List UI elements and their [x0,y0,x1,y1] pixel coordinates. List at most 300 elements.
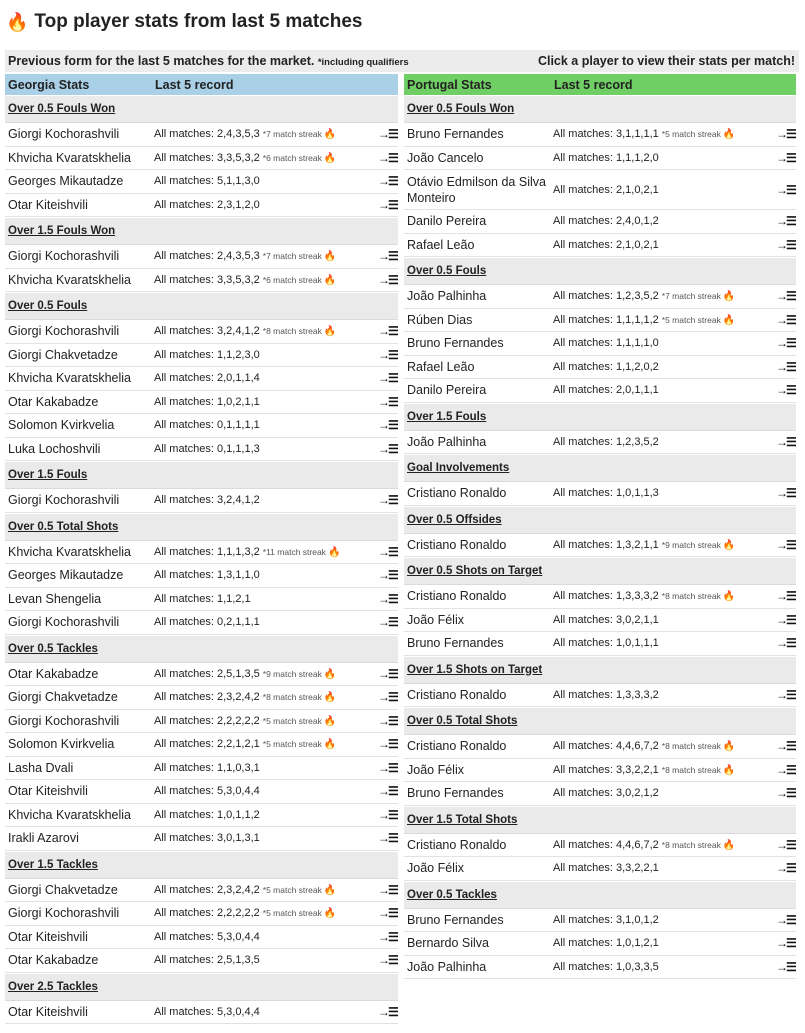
streak-text: *5 match streak [262,884,322,895]
expand-arrow-icon[interactable]: →☰ [776,687,795,702]
player-row[interactable] [5,344,398,368]
record-cell [553,764,776,776]
player-row[interactable] [5,879,398,903]
record-text: All matches: 2,5,1,3,5 [154,667,260,680]
player-name: Georges Mikautadze [8,568,124,583]
expand-arrow-icon[interactable]: →☰ [776,359,795,374]
record-cell [154,738,378,750]
player-name: Giorgi Chakvetadze [8,347,118,362]
record-text: All matches: 5,3,0,4,4 [154,785,260,798]
expand-arrow-icon[interactable]: →☰ [378,324,397,339]
player-row[interactable] [404,170,796,210]
player-name: Cristiano Ronaldo [407,739,507,754]
player-name: Rafael Leão [407,359,475,374]
player-row[interactable] [5,564,398,588]
player-row[interactable] [404,123,796,147]
player-row[interactable] [404,857,796,881]
record-cell [553,128,776,140]
expand-arrow-icon[interactable]: →☰ [378,666,397,681]
player-name: Giorgi Chakvetadze [8,690,118,705]
player-name: João Palhinha [407,959,487,974]
player-row[interactable] [404,332,796,356]
section-title: Over 0.5 Tackles [407,888,497,901]
player-row[interactable] [404,834,796,858]
player-row[interactable] [5,710,398,734]
record-cell [553,637,776,649]
record-cell [154,325,378,337]
record-cell [553,839,776,851]
subtitle-note: *including qualifiers [317,57,409,68]
player-row[interactable] [404,956,796,980]
record-text: All matches: 2,2,2,2,2 [154,714,260,727]
record-text: All matches: 1,0,1,1,1 [553,637,659,650]
expand-arrow-icon[interactable]: →☰ [378,906,397,921]
player-name: Rúben Dias [407,312,473,327]
section-header [5,96,398,123]
record-cell [154,199,378,211]
expand-arrow-icon[interactable]: →☰ [378,174,397,189]
record-cell [553,740,776,752]
record-cell [553,614,776,626]
player-name: Khvicha Kvaratskhelia [8,544,131,559]
streak-text: *9 match streak [661,539,721,550]
record-cell [553,787,776,799]
fire-icon: 🔥 [6,11,29,32]
record-cell [154,372,378,384]
expand-arrow-icon[interactable]: →☰ [378,953,397,968]
expand-arrow-icon[interactable]: →☰ [776,636,795,651]
section-header [404,258,796,285]
record-text: All matches: 2,4,0,1,2 [553,215,659,228]
expand-arrow-icon[interactable]: →☰ [776,214,795,229]
streak-text: *8 match streak [262,692,322,703]
expand-arrow-icon[interactable]: →☰ [776,486,795,501]
record-text: All matches: 3,3,5,3,2 [154,151,260,164]
record-cell [553,314,776,326]
streak-text: *5 match streak [262,715,322,726]
expand-arrow-icon[interactable]: →☰ [776,150,795,165]
expand-arrow-icon[interactable]: →☰ [378,690,397,705]
player-name: Cristiano Ronaldo [407,537,507,552]
player-name: Otar Kiteishvili [8,1004,88,1019]
expand-arrow-icon[interactable]: →☰ [378,394,397,409]
expand-arrow-icon[interactable]: →☰ [378,441,397,456]
record-text: All matches: 2,5,1,3,5 [154,954,260,967]
record-text: All matches: 1,1,2,3,0 [154,348,260,361]
section-title: Over 1.5 Fouls [407,410,487,423]
section-header [404,455,796,482]
player-row[interactable] [5,611,398,635]
fire-icon: 🔥 [722,764,736,776]
section-title: Over 0.5 Fouls Won [8,103,116,115]
section-header [5,462,398,489]
player-name: Giorgi Kochorashvili [8,324,120,339]
record-text: All matches: 1,1,1,2,0 [553,151,659,164]
player-name: Otar Kakabadze [8,953,99,968]
record-text: All matches: 2,2,2,2,2 [154,907,260,920]
player-name: Cristiano Ronaldo [407,589,507,604]
record-cell [154,691,378,703]
record-text: All matches: 2,4,3,5,3 [154,128,260,141]
player-row[interactable] [5,1001,398,1025]
record-text: All matches: 1,0,1,1,2 [154,808,260,821]
player-row[interactable] [404,735,796,759]
player-name: Giorgi Kochorashvili [8,127,120,142]
page-title [6,10,362,34]
player-row[interactable] [5,902,398,926]
player-row[interactable] [404,234,796,258]
fire-icon: 🔥 [323,129,337,141]
section-header [5,636,398,663]
section-header [5,514,398,541]
expand-arrow-icon[interactable]: →☰ [378,831,397,846]
record-cell [553,152,776,164]
player-row[interactable] [5,123,398,147]
section-header [404,558,796,585]
expand-arrow-icon[interactable]: →☰ [378,784,397,799]
fire-icon: 🔥 [323,715,337,727]
record-text: All matches: 3,1,1,1,1 [553,128,659,141]
player-row[interactable] [404,431,796,455]
player-row[interactable] [5,391,398,415]
player-row[interactable] [5,827,398,851]
record-cell [154,931,378,943]
subtitle-text: Previous form for the last 5 matches for the market. [8,54,315,68]
player-row[interactable] [404,285,796,309]
expand-arrow-icon[interactable]: →☰ [378,591,397,606]
streak-text: *5 match streak [262,908,322,919]
record-text: All matches: 3,2,4,1,2 [154,494,260,507]
expand-arrow-icon[interactable]: →☰ [776,127,795,142]
section-title: Over 1.5 Tackles [8,858,98,871]
player-row[interactable] [5,926,398,950]
section-header [404,96,796,123]
expand-arrow-icon[interactable]: →☰ [776,289,795,304]
player-row[interactable] [5,780,398,804]
expand-arrow-icon[interactable]: →☰ [776,959,795,974]
record-cell [154,715,378,727]
expand-arrow-icon[interactable]: →☰ [776,237,795,252]
fire-icon: 🔥 [323,692,337,704]
player-row[interactable] [404,309,796,333]
expand-arrow-icon[interactable]: →☰ [378,127,397,142]
player-row[interactable] [5,686,398,710]
player-name: Solomon Kvirkvelia [8,737,115,752]
player-name: João Félix [407,861,464,876]
section-header [404,404,796,431]
section-header [404,882,796,909]
player-row[interactable] [404,147,796,171]
player-row[interactable] [404,932,796,956]
expand-arrow-icon[interactable]: →☰ [378,249,397,264]
fire-icon: 🔥 [323,274,337,286]
streak-text: *5 match streak [262,739,322,750]
player-row[interactable] [5,949,398,973]
expand-arrow-icon[interactable]: →☰ [378,929,397,944]
player-row[interactable] [404,782,796,806]
record-cell [154,907,378,919]
record-cell [154,546,378,558]
streak-text: *7 match streak [661,291,721,302]
expand-arrow-icon[interactable]: →☰ [776,837,795,852]
record-cell [154,832,378,844]
fire-icon: 🔥 [323,152,337,164]
player-name: Giorgi Chakvetadze [8,882,118,897]
player-name: Cristiano Ronaldo [407,687,507,702]
player-row[interactable] [404,684,796,708]
player-name: Otar Kiteishvili [8,197,88,212]
portugal-record-label: Last 5 record [554,77,633,92]
player-name: Luka Lochoshvili [8,441,101,456]
record-text: All matches: 5,3,0,4,4 [154,930,260,943]
player-name: Otar Kakabadze [8,666,99,681]
record-cell [553,539,776,551]
player-row[interactable] [5,804,398,828]
player-row[interactable] [404,759,796,783]
record-text: All matches: 2,1,0,2,1 [553,183,659,196]
player-row[interactable] [5,663,398,687]
section-title: Over 1.5 Fouls Won [8,225,116,237]
expand-arrow-icon[interactable]: →☰ [776,434,795,449]
expand-arrow-icon[interactable]: →☰ [776,589,795,604]
fire-icon: 🔥 [722,129,736,141]
player-name: Rafael Leão [407,237,475,252]
player-name: Giorgi Kochorashvili [8,713,120,728]
player-name: Lasha Dvali [8,760,74,775]
expand-arrow-icon[interactable]: →☰ [776,739,795,754]
player-name: Bernardo Silva [407,936,489,951]
expand-arrow-icon[interactable]: →☰ [378,882,397,897]
record-cell [553,384,776,396]
record-cell [553,961,776,973]
section-title: Over 1.5 Fouls [8,469,88,481]
expand-arrow-icon[interactable]: →☰ [378,493,397,508]
player-name: Khvicha Kvaratskhelia [8,150,131,165]
record-cell [154,250,378,262]
fire-icon: 🔥 [323,739,337,751]
record-cell [553,590,776,602]
player-name: Cristiano Ronaldo [407,837,507,852]
record-text: All matches: 3,3,5,3,2 [154,273,260,286]
expand-arrow-icon[interactable]: →☰ [776,336,795,351]
subtitle [8,54,409,68]
expand-arrow-icon[interactable]: →☰ [776,312,795,327]
player-row[interactable] [5,170,398,194]
record-text: All matches: 1,0,1,1,3 [553,487,659,500]
player-row[interactable] [404,909,796,933]
expand-arrow-icon[interactable]: →☰ [378,272,397,287]
player-row[interactable] [404,482,796,506]
player-row[interactable] [404,379,796,403]
expand-arrow-icon[interactable]: →☰ [776,786,795,801]
expand-arrow-icon[interactable]: →☰ [378,1004,397,1019]
player-row[interactable] [5,367,398,391]
expand-arrow-icon[interactable]: →☰ [378,737,397,752]
player-row[interactable] [5,438,398,462]
player-name: Irakli Azarovi [8,831,79,846]
record-text: All matches: 2,3,1,2,0 [154,198,260,211]
player-row[interactable] [404,609,796,633]
fire-icon: 🔥 [323,908,337,920]
record-text: All matches: 1,1,1,1,2 [553,313,659,326]
record-text: All matches: 0,1,1,1,3 [154,442,260,455]
section-title: Over 0.5 Total Shots [8,520,119,533]
player-row[interactable] [5,245,398,269]
expand-arrow-icon[interactable]: →☰ [378,197,397,212]
player-row[interactable] [5,320,398,344]
record-text: All matches: 2,2,1,2,1 [154,738,260,751]
expand-arrow-icon[interactable]: →☰ [776,762,795,777]
expand-arrow-icon[interactable]: →☰ [776,912,795,927]
record-text: All matches: 1,3,3,3,2 [553,590,659,603]
record-text: All matches: 3,0,2,1,2 [553,787,659,800]
record-cell [154,152,378,164]
record-text: All matches: 5,1,1,3,0 [154,175,260,188]
player-row[interactable] [5,489,398,513]
fire-icon: 🔥 [323,326,337,338]
record-cell [553,239,776,251]
fire-icon: 🔥 [722,539,736,551]
record-text: All matches: 2,1,0,2,1 [553,238,659,251]
player-row[interactable] [404,210,796,234]
record-text: All matches: 1,3,1,1,0 [154,569,260,582]
expand-arrow-icon[interactable]: →☰ [378,615,397,630]
record-cell [154,419,378,431]
record-cell [553,937,776,949]
record-cell [553,487,776,499]
fire-icon: 🔥 [323,668,337,680]
expand-arrow-icon[interactable]: →☰ [776,936,795,951]
player-name: Bruno Fernandes [407,912,504,927]
fire-icon: 🔥 [327,546,341,558]
section-title: Over 1.5 Shots on Target [407,663,543,676]
record-cell [154,128,378,140]
record-text: All matches: 0,1,1,1,1 [154,419,260,432]
streak-text: *8 match streak [661,591,721,602]
player-name: Danilo Pereira [407,214,487,229]
section-title: Over 1.5 Total Shots [407,813,518,826]
expand-arrow-icon[interactable]: →☰ [378,713,397,728]
player-name: Danilo Pereira [407,383,487,398]
player-name: Giorgi Kochorashvili [8,493,120,508]
section-header [404,507,796,534]
streak-text: *7 match streak [262,251,322,262]
record-text: All matches: 3,0,2,1,1 [553,613,659,626]
record-cell [154,884,378,896]
player-row[interactable] [404,356,796,380]
expand-arrow-icon[interactable]: →☰ [378,150,397,165]
section-title: Over 0.5 Shots on Target [407,565,543,577]
player-row[interactable] [404,632,796,656]
player-row[interactable] [5,414,398,438]
streak-text: *6 match streak [262,152,322,163]
record-text: All matches: 1,0,1,2,1 [553,937,659,950]
record-text: All matches: 1,3,2,1,1 [553,538,659,551]
streak-text: *8 match streak [661,839,721,850]
record-cell [154,1006,378,1018]
georgia-team-label: Georgia Stats [8,77,90,92]
record-cell [154,668,378,680]
player-name: Otar Kiteishvili [8,784,88,799]
record-text: All matches: 1,0,3,3,5 [553,960,659,973]
record-text: All matches: 2,3,2,4,2 [154,883,260,896]
record-text: All matches: 1,3,3,3,2 [553,688,659,701]
record-text: All matches: 2,0,1,1,4 [154,372,260,385]
record-cell [154,616,378,628]
streak-text: *7 match streak [262,129,322,140]
streak-text: *5 match streak [661,314,721,325]
player-name: Khvicha Kvaratskhelia [8,807,131,822]
fire-icon: 🔥 [722,314,736,326]
player-row[interactable] [404,534,796,558]
streak-text: *8 match streak [262,326,322,337]
record-text: All matches: 1,2,3,5,2 [553,435,659,448]
expand-arrow-icon[interactable]: →☰ [776,861,795,876]
record-text: All matches: 1,0,2,1,1 [154,395,260,408]
expand-arrow-icon[interactable]: →☰ [776,612,795,627]
record-cell [553,184,776,196]
expand-arrow-icon[interactable]: →☰ [378,544,397,559]
record-cell [154,274,378,286]
fire-icon: 🔥 [722,741,736,753]
player-row[interactable] [5,269,398,293]
record-text: All matches: 1,1,0,3,1 [154,761,260,774]
record-cell [154,954,378,966]
section-header [404,657,796,684]
subtitle-bar [5,50,799,72]
expand-arrow-icon[interactable]: →☰ [378,418,397,433]
player-name: Bruno Fernandes [407,336,504,351]
section-title: Over 0.5 Fouls [8,300,88,312]
record-cell [154,569,378,581]
player-row[interactable] [5,147,398,171]
record-text: All matches: 3,3,2,2,1 [553,862,659,875]
player-row[interactable] [5,588,398,612]
player-name: Bruno Fernandes [407,127,504,142]
player-name: Bruno Fernandes [407,786,504,801]
player-row[interactable] [5,541,398,565]
section-title: Over 0.5 Fouls [407,265,487,277]
portugal-column-header [404,74,796,95]
georgia-record-label: Last 5 record [155,77,234,92]
record-cell [553,215,776,227]
portugal-sections [404,96,796,979]
section-header [404,708,796,735]
player-row[interactable] [404,585,796,609]
expand-arrow-icon[interactable]: →☰ [378,568,397,583]
expand-arrow-icon[interactable]: →☰ [776,182,795,197]
expand-arrow-icon[interactable]: →☰ [378,760,397,775]
record-text: All matches: 1,1,2,0,2 [553,360,659,373]
expand-arrow-icon[interactable]: →☰ [378,807,397,822]
player-row[interactable] [5,194,398,218]
record-cell [154,809,378,821]
player-row[interactable] [5,733,398,757]
record-text: All matches: 3,1,0,1,2 [553,913,659,926]
expand-arrow-icon[interactable]: →☰ [776,537,795,552]
record-text: All matches: 2,3,2,4,2 [154,691,260,704]
expand-arrow-icon[interactable]: →☰ [776,383,795,398]
expand-arrow-icon[interactable]: →☰ [378,371,397,386]
fire-icon: 🔥 [722,839,736,851]
expand-arrow-icon[interactable]: →☰ [378,347,397,362]
record-text: All matches: 4,4,6,7,2 [553,740,659,753]
section-title: Over 0.5 Tackles [8,642,98,655]
player-name: Khvicha Kvaratskhelia [8,371,131,386]
player-row[interactable] [5,757,398,781]
record-cell [154,443,378,455]
record-cell [553,361,776,373]
